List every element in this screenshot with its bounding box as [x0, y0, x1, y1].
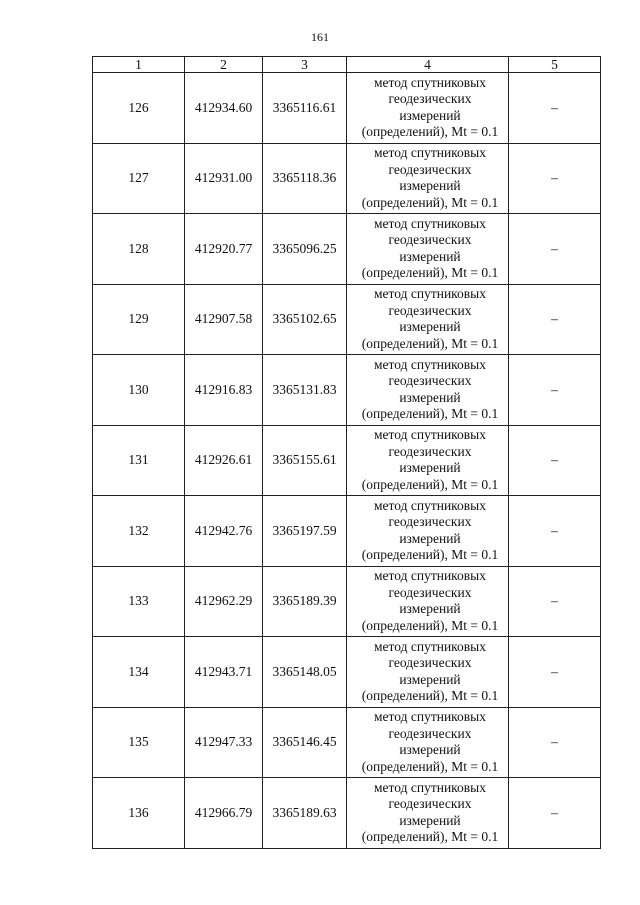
table-row	[93, 214, 601, 285]
point-number-cell: 136	[93, 778, 185, 849]
method-line: геодезических	[388, 796, 472, 812]
method-line: измерений	[399, 530, 461, 546]
x-coordinate-cell: 412916.83	[185, 355, 263, 426]
method-line: (определений), Mt = 0.1	[361, 335, 499, 351]
method-line: геодезических	[388, 232, 472, 248]
method-line: метод спутниковых	[374, 427, 486, 443]
x-coordinate-cell: 412931.00	[185, 143, 263, 214]
method-line: геодезических	[388, 655, 472, 671]
table-row	[93, 355, 601, 426]
x-coordinate-cell: 412962.29	[185, 566, 263, 637]
note-cell: –	[509, 637, 601, 708]
x-coordinate-cell: 412966.79	[185, 778, 263, 849]
method-line: геодезических	[388, 91, 472, 107]
method-line: геодезических	[388, 725, 472, 741]
note-cell: –	[509, 707, 601, 778]
header-col-4: 4	[347, 57, 509, 73]
header-row	[93, 57, 601, 73]
method-line: (определений), Mt = 0.1	[361, 547, 499, 563]
table-row	[93, 143, 601, 214]
point-number-cell: 131	[93, 425, 185, 496]
table-row	[93, 425, 601, 496]
header-col-5: 5	[509, 57, 601, 73]
page-number: 161	[311, 30, 329, 44]
point-number-cell: 135	[93, 707, 185, 778]
y-coordinate-cell: 3365131.83	[263, 355, 347, 426]
note-cell: –	[509, 566, 601, 637]
method-line: метод спутниковых	[374, 638, 486, 654]
method-line: метод спутниковых	[374, 286, 486, 302]
x-coordinate-cell: 412934.60	[185, 73, 263, 144]
note-cell: –	[509, 496, 601, 567]
y-coordinate-cell: 3365148.05	[263, 637, 347, 708]
point-number-cell: 134	[93, 637, 185, 708]
table-row	[93, 73, 601, 144]
method-line: измерений	[399, 248, 461, 264]
method-line: метод спутниковых	[374, 779, 486, 795]
method-line: геодезических	[388, 373, 472, 389]
note-cell: –	[509, 778, 601, 849]
method-line: геодезических	[388, 443, 472, 459]
point-number-cell: 127	[93, 143, 185, 214]
y-coordinate-cell: 3365102.65	[263, 284, 347, 355]
method-line: метод спутниковых	[374, 568, 486, 584]
x-coordinate-cell: 412926.61	[185, 425, 263, 496]
note-cell: –	[509, 214, 601, 285]
method-line: (определений), Mt = 0.1	[361, 688, 499, 704]
note-cell: –	[509, 284, 601, 355]
method-line: измерений	[399, 460, 461, 476]
method-line: измерений	[399, 742, 461, 758]
method-cell	[347, 73, 509, 144]
method-line: метод спутниковых	[374, 709, 486, 725]
method-line: измерений	[399, 389, 461, 405]
method-cell	[347, 284, 509, 355]
method-line: метод спутниковых	[374, 356, 486, 372]
y-coordinate-cell: 3365155.61	[263, 425, 347, 496]
point-number-cell: 132	[93, 496, 185, 567]
table-row	[93, 496, 601, 567]
method-line: (определений), Mt = 0.1	[361, 406, 499, 422]
table-row	[93, 566, 601, 637]
method-cell	[347, 566, 509, 637]
point-number-cell: 129	[93, 284, 185, 355]
y-coordinate-cell: 3365197.59	[263, 496, 347, 567]
x-coordinate-cell: 412947.33	[185, 707, 263, 778]
method-line: измерений	[399, 178, 461, 194]
header-col-2: 2	[185, 57, 263, 73]
method-line: измерений	[399, 319, 461, 335]
method-line: метод спутниковых	[374, 497, 486, 513]
method-line: измерений	[399, 671, 461, 687]
table-header	[93, 57, 601, 73]
method-cell	[347, 637, 509, 708]
x-coordinate-cell: 412907.58	[185, 284, 263, 355]
method-line: (определений), Mt = 0.1	[361, 617, 499, 633]
table-row	[93, 637, 601, 708]
header-col-1: 1	[93, 57, 185, 73]
note-cell: –	[509, 73, 601, 144]
method-cell	[347, 355, 509, 426]
method-line: измерений	[399, 107, 461, 123]
method-line: геодезических	[388, 514, 472, 530]
table-row	[93, 778, 601, 849]
method-line: измерений	[399, 812, 461, 828]
method-cell	[347, 778, 509, 849]
table-row	[93, 284, 601, 355]
coordinates-table	[92, 56, 601, 849]
note-cell: –	[509, 355, 601, 426]
method-line: метод спутниковых	[374, 215, 486, 231]
table-row	[93, 707, 601, 778]
method-cell	[347, 496, 509, 567]
method-line: геодезических	[388, 161, 472, 177]
method-cell	[347, 425, 509, 496]
method-line: геодезических	[388, 302, 472, 318]
method-cell	[347, 214, 509, 285]
y-coordinate-cell: 3365116.61	[263, 73, 347, 144]
method-cell	[347, 143, 509, 214]
x-coordinate-cell: 412920.77	[185, 214, 263, 285]
y-coordinate-cell: 3365189.63	[263, 778, 347, 849]
method-line: (определений), Mt = 0.1	[361, 758, 499, 774]
method-line: (определений), Mt = 0.1	[361, 194, 499, 210]
method-cell	[347, 707, 509, 778]
y-coordinate-cell: 3365146.45	[263, 707, 347, 778]
y-coordinate-cell: 3365096.25	[263, 214, 347, 285]
method-line: измерений	[399, 601, 461, 617]
x-coordinate-cell: 412943.71	[185, 637, 263, 708]
y-coordinate-cell: 3365118.36	[263, 143, 347, 214]
method-line: метод спутниковых	[374, 74, 486, 90]
point-number-cell: 130	[93, 355, 185, 426]
point-number-cell: 126	[93, 73, 185, 144]
x-coordinate-cell: 412942.76	[185, 496, 263, 567]
method-line: (определений), Mt = 0.1	[361, 476, 499, 492]
method-line: (определений), Mt = 0.1	[361, 829, 499, 845]
table-body	[93, 73, 601, 849]
note-cell: –	[509, 425, 601, 496]
point-number-cell: 133	[93, 566, 185, 637]
method-line: геодезических	[388, 584, 472, 600]
method-line: метод спутниковых	[374, 145, 486, 161]
note-cell: –	[509, 143, 601, 214]
method-line: (определений), Mt = 0.1	[361, 265, 499, 281]
header-col-3: 3	[263, 57, 347, 73]
y-coordinate-cell: 3365189.39	[263, 566, 347, 637]
method-line: (определений), Mt = 0.1	[361, 124, 499, 140]
point-number-cell: 128	[93, 214, 185, 285]
